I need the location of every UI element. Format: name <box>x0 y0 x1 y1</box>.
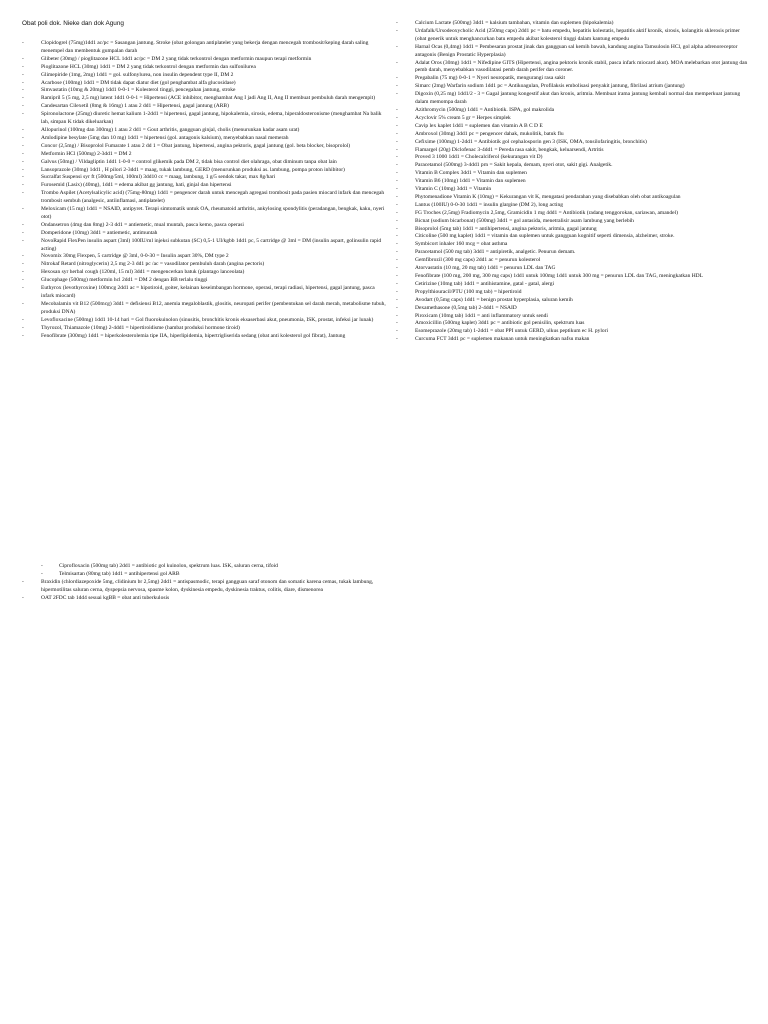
drug-list-item: - Gemfibrozil (300 mg caps) 2dd1 ac = penurun kolesterol <box>396 257 748 265</box>
left-column <box>22 20 388 340</box>
drug-list-item: - Acarbose (100mg) 1dd1 = DM tidak dapat diatur diet (gol penghambat alfa glucosidase) <box>22 80 388 88</box>
drug-list-item: - Ambroxol (30mg) 3dd1 pc = pengencer dahak, mukolitik, batuk flu <box>396 131 748 139</box>
drug-list-item: - Amoxicillin (500mg kaplet) 3dd1 pc = antibiotic gol penisilin, spektrum luas <box>396 320 748 328</box>
drug-list-item: - Proved 3 1000 1dd1 = Cholecalciferol (kekurangan vit D) <box>396 154 748 162</box>
drug-list-item: - Amlodipine besylate (5mg dan 10 mg) 1dd1 = hipertensi (gol. antagonis kalsium), menyebabkan nasal memerah <box>22 135 388 143</box>
drug-list-item: - Lantus (100IU) 0-0-30 1dd1 = insulin glargine (DM 2), long acting <box>396 202 748 210</box>
extra-drug-list <box>22 579 388 603</box>
drug-list-item: - Calcium Lactate (500mg) 3dd1 = kalsium tambahan, vitamin dan suplemen (hipokalemia) <box>396 20 748 28</box>
drug-list-item: - Galvus (50mg) / Vildagliptin 1dd1 1-0-0 = control glikemik pada DM 2, tidak bisa control diet olahraga, obat diminum tanpa obat lain <box>22 159 388 167</box>
drug-list-item: - Avodart (0,5mg caps) 1dd1 = benign prostat hyperplasia, saluran kemih <box>396 297 748 305</box>
drug-list-item: - Glucophage (500mg) metformin hcl 2dd1 = DM 2 dengan BB terlalu tinggi <box>22 277 388 285</box>
drug-list-item: - FG Troches (2,5mg) Fradiomycin 2,5mg, Gramicidin 1 mg 4dd1 = Antibiotik (radang tenggorokan, sariawan, amandel) <box>396 210 748 218</box>
extra-section <box>22 563 388 603</box>
drug-list-item: - Atorvastatin (10 mg, 20 mg tab) 1dd1 = penurun LDL dan TAG <box>396 265 748 273</box>
drug-list-item: - Vitamin B Complex 3dd1 = Vitamin dan suplemen <box>396 170 748 178</box>
drug-list-item: - Bicnat (sodium bicarbonat) (500mg) 3dd1 = gol antasida, menetralisir asam lambung yang berlebih <box>396 218 748 226</box>
drug-list-item: - Piroxicam (10mg tab) 1dd1 = anti inflammatory untuk sendi <box>396 313 748 321</box>
drug-list-item: - Cetirizine (10mg tab) 1dd1 = antihistamine, gatal - gatal, alergi <box>396 281 748 289</box>
drug-list-item: - Urdafalk/Ursodeoxycholic Acid (250mg caps) 2dd1 pc = batu empedu, hepatitis kolestatis, hepatitis aktif kronik, sirosis, kolangitis sklerosis primer (obat generik untuk menghancurkan batu empedu akibat kolesterol tinggi dalam kantung empedu <box>396 28 748 44</box>
drug-list-item: - Clopidogrel (75mg)1dd1 ac/pc = Sasangan jantung. Stroke (obat golongan antiplatelet yang bekerja dengan mencegah trombosit/keping darah saling menempel dan membentuk gumpalan darah <box>22 40 388 56</box>
drug-list-item: - Ondansetron (4mg dan 8mg) 2-3 dd1 = antiemetic, mual muntah, pasca kemo, pasca operasi <box>22 222 388 230</box>
drug-list-item: - Ciprofloxacin (500mg tab) 2dd1 = antibiotic gol kuinolon, spektrum luas. ISK, saluran cerna, tifoid <box>22 563 388 571</box>
drug-list-item: - Curcuma FCT 3dd1 pc = suplemen makanan untuk meningkatkan nafsu makan <box>396 336 748 344</box>
drug-list-item: - Bisoprolol (5mg tab) 1dd1 = antihipertensi, angina pektoris, aritmia, gagal jantung <box>396 226 748 234</box>
drug-list-item: - Cavip lex kaplet 1dd1 = suplemen dan vitamin A B C D E <box>396 123 748 131</box>
document-title: Obat poli dok. Nieke dan dok Agung <box>22 20 124 27</box>
right-drug-list <box>396 20 748 344</box>
drug-list-item: - Meloxicam (15 mg) 1dd1 = NSAID, antipyret. Terapi simtomatik untuk OA, rheumatoid arthritis, ankylosing spondylitis (peradangan, bengkak, kaku, nyeri otot) <box>22 206 388 222</box>
drug-list-item: - Cefixime (100mg) 1-2dd1 = Antibiotik gol cephalosporin gen 3 (ISK, OMA, tonsilofaringitis, bronchitis) <box>396 139 748 147</box>
drug-list-item: - Azithromycin (500mg) 1dd1 = Antibiotik. ISPA, gol makrolida <box>396 107 748 115</box>
drug-list-item: - Dexamethasone (0,5mg tab) 2-4dd1 = NSAID <box>396 305 748 313</box>
drug-list-item: - Propylthiouracil/PTU (100 mg tab) = hipertiroid <box>396 289 748 297</box>
drug-list-item: - Pregabalin (75 mg) 0-0-1 = Nyeri neuropatik, mengurangi rasa sakit <box>396 75 748 83</box>
drug-list-item: - Fenofibrate (100 mg, 200 mg, 300 mg caps) 1dd1 untuk 100mg 1dd1 untuk 300 mg = penurun LDL dan TAG, meningkatkan HDL <box>396 273 748 281</box>
drug-list-item: - Thyrozol, Thiamazole (10mg) 2-4dd1 = hipertiroidisme (hambat produksi hormone tiroid) <box>22 325 388 333</box>
drug-list-item: - Fenofibrate (300mg) 1dd1 = hiperkolesterolemia tipe IIA, hiperlipidemia, hipertrigliserida sedang (obat anti kolesterol gol fibrat), Jantung <box>22 333 388 341</box>
drug-list-item: - Trombo Aspilet (Acetylsalicylic acid) (75mg-80mg) 1dd1 = pengencer darah untuk mencegah agregasi trombosit pada pasien miocard infark dan mencegah trombosit sembuh (analgesic, antiinflamasi, antiplatelet) <box>22 190 388 206</box>
drug-list-item: - Glibeter (30mg) / pioglitazone HCL 1dd1 ac/pc = DM 2 yang tidak terkontrol dengan metformin maupun terapi metformin <box>22 56 388 64</box>
drug-list-item: - Digoxin (0,25 mg) 1dd1/2 - 3 = Gagal jantung kongestif akut dan kronis, aritmia. Membuat irama jantung kembali normal dan memperkuat jantung dalam memompa darah <box>396 91 748 107</box>
drug-list-item: - NovoRapid FlexPen insulin aspart (3ml) 100IU/ml injeksi subkutan (SC) 0,5-1 UI/kgbb 1dd1 pc, 5 cartridge @ 3ml = DM (insulin aspart, golinsulin rapid acting) <box>22 238 388 254</box>
drug-list-item: - Domperidone (10mg) 3dd1 = antiemetic, antimuntah <box>22 230 388 238</box>
drug-list-item: - Spironolactone (25mg) diuretic hemat kalium 1-2dd1 = hipertensi, gagal jantung, hipokalemia, sirosis, edema, hiperaldosteronisme (menghambat Na balik lah, simpan K tidak dikeluarkan) <box>22 111 388 127</box>
drug-list-item: - Acyclovir 5% cream 5 gr = Herpes simplek <box>396 115 748 123</box>
drug-list-item: - Euthyrox (levothyroxine) 100mcg 2dd1 ac = hipotiroid, goiter, kelainan keseimbangan hormone, operasi, terapi radiasi, hipertensi, gagal jantung, pasca infark miocard) <box>22 285 388 301</box>
drug-list-item: - Paracetamol (500mg) 3-4dd1 prn = Sakit kepala, demam, nyeri otot, sakit gigi. Analgetik. <box>396 162 748 170</box>
drug-list-item: - Vitamin B6 (10mg) 1dd1 = Vitamin dan suplemen <box>396 178 748 186</box>
drug-list-item: - Concor (2,5mg) / Bisoprolol Fumarate 1 atau 2 dd 1 = Obat jantung, hipertensi, angina pektoris, gagal jantung (gol. beta blocker, bisoprolol) <box>22 143 388 151</box>
drug-list-item: - Citicoline (500 mg kaplet) 1dd1 = vitamin dan suplemen untuk gangguan kognitif seperti dimensia, alzheimer, stroke. <box>396 233 748 241</box>
drug-list-item: - Lansoprazole (30mg) 1dd1 , H pilori 2-3dd1 = maag, tukak lambung, GERD (menurunkan produksi as. lambung, pompa proton inhibitor) <box>22 167 388 175</box>
left-drug-list <box>22 40 388 340</box>
drug-list-item: - Pioglitazone HCL (30mg) 1dd1 = DM 2 yang tidak terkontrol dengan metformin dan sulfonilurea <box>22 64 388 72</box>
drug-list-item: - Adalat Oros (30mg) 1dd1 = Nifedipine GITS (Hipertensi, angina pektoris kronik stabil, pasca infark miocard akut). MOA melebarkan otot jantung dan pemb darah, menyebabkan vasodilatasi pemb darah perifer dan coroner. <box>396 60 748 76</box>
drug-list-item: - Ramipril 5 (5 mg, 2,5 mg) latent 1dd1 0-0-1 = Hipertensi (ACE inhibitor, menghambat Ang I jadi Ang II, Ang II membuat pembuluh darah mengempit) <box>22 95 388 103</box>
drug-list-item: - Novomix 30mg Flexpen, 5 cartridge @ 3ml, 0-0-30 = Insulin aspart 30%, DM type 2 <box>22 253 388 261</box>
drug-list-item: - Mecobalamin vit B12 (500mcg) 3dd1 = defisiensi B12, anemia megaloblastik, glositis, neuropati perifer (pembentukan sel darah merah, metabolisme tubuh, produksi DNA) <box>22 301 388 317</box>
drug-list-item: - Paracetamol (500 mg tab) 3dd1 = antipiretik, analgetic. Penurun demam. <box>396 249 748 257</box>
drug-list-item: - Telmisartan (80mg tab) 1dd1 = antihipertensi gol ARB <box>22 571 388 579</box>
drug-list-item: - Levofloxacine (500mg) 1dd1 10-14 hari = Gol fluorokuinolon (sinusitis, bronchitis kronis eksaserbasi akut, pneumonia, ISK, prostat, infeksi jar lunak) <box>22 317 388 325</box>
drug-list-item: - Symbicort inhaler 160 mcg = obat asthma <box>396 241 748 249</box>
drug-list-item: - Furosemid (Lasix) (40mg), 1dd1 = edema akibat gg jantung, hati, ginjal dan hipertensi <box>22 182 388 190</box>
drug-list-item: - Allopurinol (100mg dan 300mg) 1 atau 2 dd1 = Gout arthritis, gangguan ginjal, cholis (menurunkan kadar asam urat) <box>22 127 388 135</box>
drug-list-item: - Hexosan syr herbal cough (120ml, 15 ml) 3dd1 = mengencerkan batuk (plantago lanceolata) <box>22 269 388 277</box>
drug-list-item: - OAT 2FDC tab 1dd4 sesuai kgBB = obat anti tuberkulosis <box>22 595 388 603</box>
drug-list-item: - Braxidin (chlordiazepoxide 5mg, clidinium br 2,5mg) 2dd1 = antispasmodic, terapi gangguan saraf otonom dan somatic karena cemas, tukak lambung, hipermotilitas saluran cerna, dyspepsia nervosa, spasme kolon, dyskinesia empedu, dyskinesia traktus, colitis, diare, dismenorea <box>22 579 388 595</box>
extra-sub-drug-list <box>22 563 388 579</box>
drug-list-item: - Harnal Ocas (0,4mg) 1dd1 = Pembesaran prostat jinak dan gangguan sal kemih bawah, kandung angina Tamsulosin HCl, gol alpha adrenoreceptor antagonis (Benign Prostatic Hyperplasia) <box>396 44 748 60</box>
drug-list-item: - Esomeprazole (20mg tab) 1-2dd1 = obat PPI untuk GERD, ulkus peptikum ec H. pylori <box>396 328 748 336</box>
drug-list-item: - Sucralfat Suspensi syr ft (500mg/5ml, 100ml) 3dd10 cc = maag, lambung, 1 g/5 sendok takar, max 8g/hari <box>22 174 388 182</box>
drug-list-item: - Simarc (2mg) Warfarin sodium 1dd1 pc = Antikoagulan, Profilaksis embolisasi penyakit jantung, fibrilasi atrium (jantung) <box>396 83 748 91</box>
drug-list-item: - Vitamin C (10mg) 3dd1 = Vitamin <box>396 186 748 194</box>
right-column <box>396 20 748 344</box>
drug-list-item: - Simvastatin (10mg & 20mg) 1dd1 0-0-1 = Kolesterol tinggi, pencegahan jantung, stroke <box>22 87 388 95</box>
drug-list-item: - Candesartan Cilexetil (8mg & 16mg) 1 atau 2 dd1 = Hipertensi, gagal jantung (ARB) <box>22 103 388 111</box>
drug-list-item: - Flamargel (20g) Diclofenac 3-4dd1 = Pereda rasa sakit, bengkak, keluarsendi, Artritis <box>396 147 748 155</box>
drug-list-item: - Nitrokaf Retard (nitroglycerin) 2,5 mg 2-3 dd1 pc /ac = vasodilator pembuluh darah (angina pectoris) <box>22 261 388 269</box>
drug-list-item: - Metformin HCl (500mg) 2-3dd1 = DM 2 <box>22 151 388 159</box>
drug-list-item: - Phytomenadione Vitamin K (10mg) = Kekurangan vit K, mengatasi pendarahan yang disebabkan oleh obat antikoagulan <box>396 194 748 202</box>
drug-list-item: - Glimepiride (1mg, 2mg) 1dd1 = gol. sulfonylurea, non insulin dependent type II, DM 2 <box>22 72 388 80</box>
